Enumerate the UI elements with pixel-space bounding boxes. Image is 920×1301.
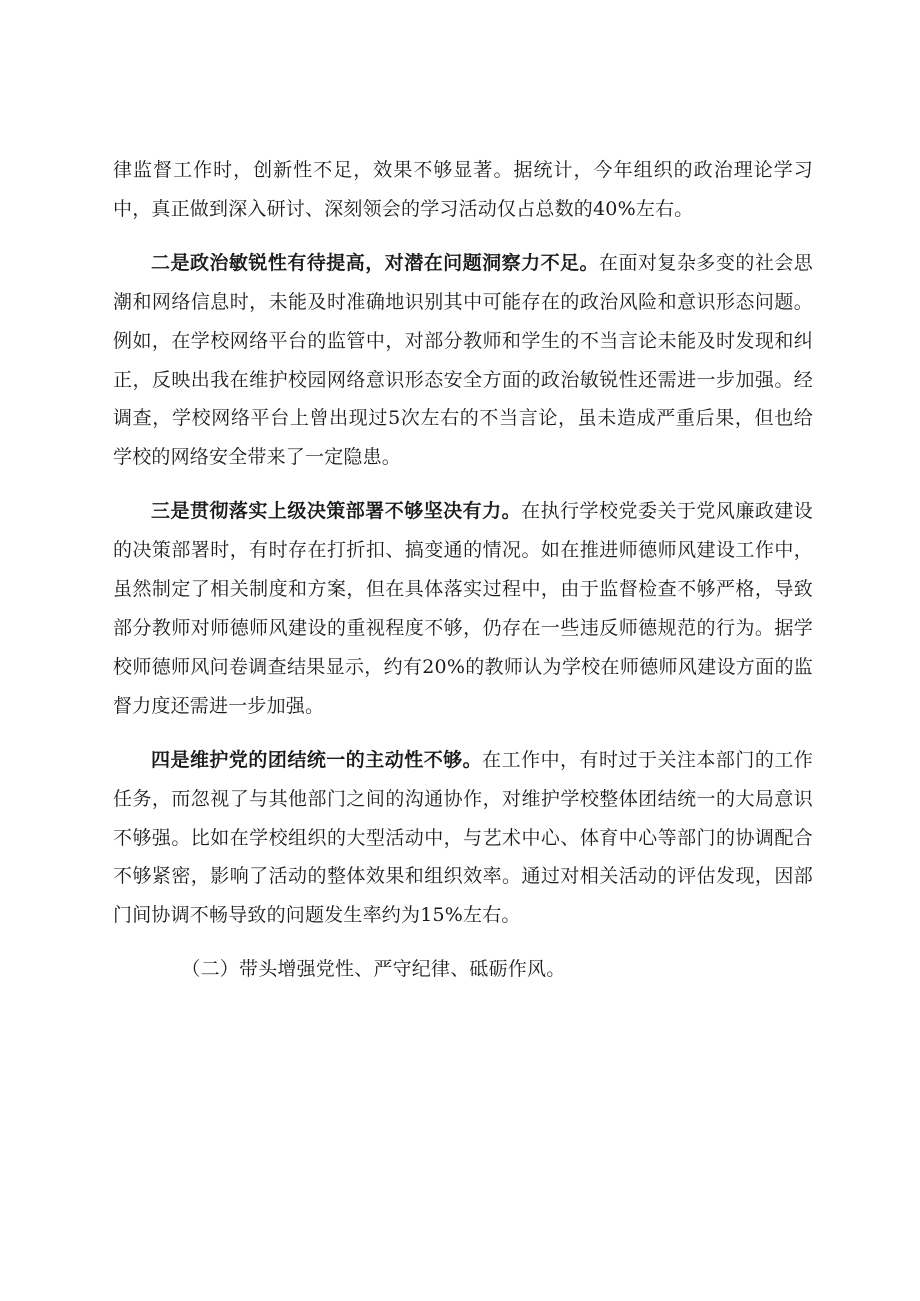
- document-body: [113, 151, 813, 989]
- paragraph-lead: 二是政治敏锐性有待提高，对潜在问题洞察力不足。: [151, 251, 600, 274]
- paragraph-text: 在工作中，有时过于关注本部门的工作任务，而忽视了与其他部门之间的沟通协作，对维护学校整体团结统一的大局意识不够强。比如在学校组织的大型活动中，与艺术中心、体育中心等部门的协调配合不够紧密，影响了活动的整体效果和组织效率。通过对相关活动的评估发现，因部门间协调不畅导致的问题发生率约为15%左右。: [113, 748, 813, 927]
- paragraph-lead: 四是维护党的团结统一的主动性不够。: [151, 748, 483, 771]
- paragraph-continuation: [113, 151, 813, 229]
- paragraph-point-three: [113, 492, 813, 725]
- section-heading: （二）带头增强党性、严守纪律、砥砺作风。: [181, 958, 566, 981]
- paragraph-text: 在面对复杂多变的社会思潮和网络信息时，未能及时准确地识别其中可能存在的政治风险和意识形态问题。例如，在学校网络平台的监管中，对部分教师和学生的不当言论未能及时发现和纠正，反映出我在维护校园网络意识形态安全方面的政治敏锐性还需进一步加强。经调查，学校网络平台上曾出现过5次左右的不当言论，虽未造成严重后果，但也给学校的网络安全带来了一定隐患。: [113, 251, 814, 469]
- paragraph-point-two: [113, 244, 813, 477]
- paragraph-text: 律监督工作时，创新性不足，效果不够显著。据统计，今年组织的政治理论学习中，真正做到深入研讨、深刻领会的学习活动仅占总数的40%左右。: [113, 159, 813, 220]
- paragraph-text: 在执行学校党委关于党风廉政建设的决策部署时，有时存在打折扣、搞变通的情况。如在推进师德师风建设工作中，虽然制定了相关制度和方案，但在具体落实过程中，由于监督检查不够严格，导致部分教师对师德师风建设的重视程度不够，仍存在一些违反师德规范的行为。据学校师德师风问卷调查结果显示，约有20%的教师认为学校在师德师风建设方面的监督力度还需进一步加强。: [113, 500, 813, 717]
- paragraph-lead: 三是贯彻落实上级决策部署不够坚决有力。: [151, 500, 522, 523]
- paragraph-point-four: [113, 741, 813, 936]
